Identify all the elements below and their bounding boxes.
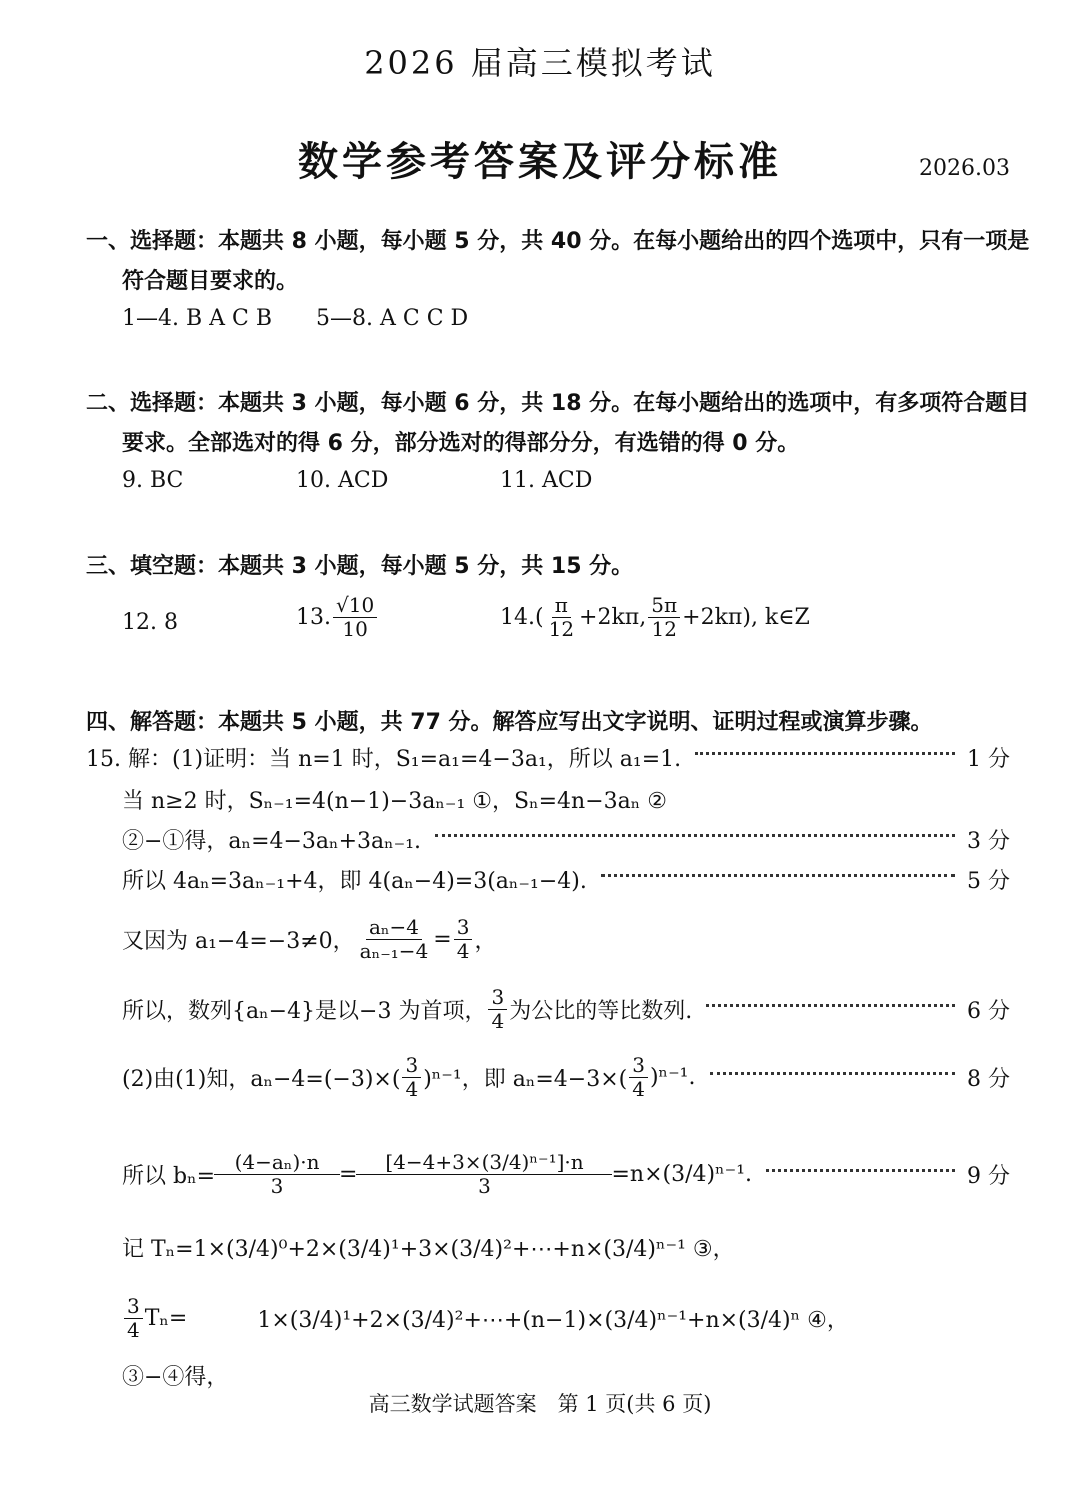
q13-denominator: 10	[342, 617, 368, 641]
q15-line6-post: 为公比的等比数列.	[509, 998, 693, 1024]
q14-a-numerator: π	[552, 594, 571, 618]
q14-fraction-a	[546, 594, 577, 641]
q14-middle: +2kπ,	[579, 605, 647, 630]
q15-line6-pre: 所以，数列{aₙ−4}是以−3 为首项，	[122, 998, 487, 1024]
q15-line5-denominator: aₙ₋₁−4	[359, 938, 429, 963]
q15-line8-fraction-2-numerator: [4−4+3×(3/4)ⁿ⁻¹]·n	[356, 1151, 612, 1175]
q15-line9	[122, 1230, 1010, 1264]
q14-b-denominator: 12	[651, 617, 677, 641]
q15-line4	[122, 862, 1010, 896]
q15-line8-fraction-1-denominator: 3	[270, 1173, 284, 1198]
q15-line5-pre: 又因为 a₁−4=−3≠0，	[122, 928, 355, 954]
q15-line7-part-c: )ⁿ⁻¹.	[649, 1064, 696, 1090]
q13-numerator: √10	[333, 594, 377, 618]
section3-answer-14: 14. ( $\frac{\pi}{12}$ +2kπ, $\frac{5\pi}{12}$ +2kπ), k∈Z	[500, 593, 810, 641]
q14-b-numerator: 5π	[648, 594, 680, 618]
q15-line5-ratio	[454, 916, 473, 963]
q15-line7-denominator-1: 4	[405, 1076, 419, 1101]
leader-dots	[601, 874, 955, 877]
q15-line8	[122, 1144, 1010, 1204]
q15-line8-fraction-1	[217, 1151, 337, 1198]
q15-line1	[86, 740, 1010, 774]
q15-line8-body	[122, 1151, 752, 1198]
q15-line5-post: ，	[474, 928, 497, 954]
q15-line5-body	[122, 916, 496, 963]
q15-line7-body	[122, 1054, 696, 1101]
q15-line11-text: ③−④得，	[122, 1364, 229, 1390]
q15-line5-numerator: aₙ−4	[366, 916, 422, 940]
q14-fraction-b	[648, 594, 680, 641]
score-6: 6 分	[967, 998, 1010, 1024]
q14-a-denominator: 12	[548, 617, 575, 641]
q15-line10-pre: Tₙ=	[144, 1305, 188, 1331]
score-1: 1 分	[967, 746, 1010, 772]
q15-line5-equals: =	[433, 926, 452, 952]
leader-dots	[706, 1004, 955, 1007]
q15-line4-text: 所以 4aₙ=3aₙ₋₁+4，即 4(aₙ−4)=3(aₙ₋₁−4).	[122, 868, 587, 894]
q15-line10-body	[122, 1295, 849, 1342]
q15-line5-fraction	[357, 916, 432, 963]
leader-dots	[695, 752, 955, 755]
document-title: 数学参考答案及评分标准	[298, 139, 782, 185]
q15-line2-text: 当 n≥2 时，Sₙ₋₁=4(n−1)−3aₙ₋₁ ①，Sₙ=4n−3aₙ ②	[122, 788, 667, 814]
q15-line8-fraction-2	[359, 1151, 609, 1198]
q15-line8-pre: 所以 bₙ=	[122, 1163, 216, 1189]
q15-line7-fraction-1	[402, 1054, 421, 1101]
q15-line11	[122, 1358, 1010, 1392]
q15-line5-ratio-numerator: 3	[454, 916, 473, 940]
q15-line10-text: 1×(3/4)¹+2×(3/4)²+⋯+(n−1)×(3/4)ⁿ⁻¹+n×(3/4)ⁿ ④，	[257, 1307, 849, 1333]
document-date: 2026.03	[919, 156, 1010, 181]
score-9: 9 分	[967, 1163, 1010, 1189]
q15-line7-numerator-1: 3	[402, 1054, 421, 1078]
q15-line7-fraction-2	[629, 1054, 648, 1101]
q14-end: +2kπ), k∈Z	[682, 605, 810, 630]
q14-label: 14.	[500, 605, 535, 630]
section2-heading-line2: 要求。全部选对的得 6 分，部分选对的得部分分，有选错的得 0 分。	[122, 431, 800, 456]
q13-label: 13.	[296, 605, 331, 630]
score-3: 3 分	[967, 828, 1010, 854]
section1-heading-line1: 一、选择题：本题共 8 小题，每小题 5 分，共 40 分。在每小题给出的四个选项中，只有一项是	[86, 229, 1030, 254]
q15-line7-numerator-2: 3	[629, 1054, 648, 1078]
section2-answer-9: 9. BC	[122, 468, 184, 493]
q15-line3-text: ②−①得，aₙ=4−3aₙ+3aₙ₋₁.	[122, 828, 422, 854]
q15-line8-fraction-2-denominator: 3	[478, 1173, 491, 1198]
leader-dots	[766, 1169, 955, 1172]
q15-line2	[122, 782, 1010, 816]
q15-line6	[122, 984, 1010, 1034]
q15-line8-post: =n×(3/4)ⁿ⁻¹.	[611, 1161, 753, 1187]
q15-line6-denominator: 4	[491, 1008, 505, 1033]
section3-answer-12: 12. 8	[122, 610, 178, 635]
q15-line8-equals: =	[339, 1161, 358, 1187]
page-footer: 高三数学试题答案 第 1 页(共 6 页)	[368, 1392, 712, 1416]
q15-line6-numerator: 3	[488, 986, 507, 1010]
q15-line10-denominator: 4	[127, 1317, 140, 1342]
q13-fraction	[333, 594, 377, 641]
score-8: 8 分	[967, 1066, 1010, 1092]
section1-heading-line2: 符合题目要求的。	[122, 269, 299, 294]
q15-line7-part-b: )ⁿ⁻¹，即 aₙ=4−3×(	[423, 1066, 628, 1092]
q15-line5-ratio-denominator: 4	[456, 938, 470, 963]
q15-line10-fraction	[124, 1295, 143, 1342]
q15-line3	[122, 822, 1010, 856]
q15-line10	[122, 1290, 1010, 1346]
leader-dots	[710, 1072, 956, 1075]
q15-line6-body	[122, 986, 692, 1033]
section2-answer-10: 10. ACD	[296, 468, 389, 493]
section2-answer-11: 11. ACD	[500, 468, 593, 493]
section2-heading-line1: 二、选择题：本题共 3 小题，每小题 6 分，共 18 分。在每小题给出的选项中，有多项符合题目	[86, 391, 1030, 416]
section4-heading: 四、解答题：本题共 5 小题，共 77 分。解答应写出文字说明、证明过程或演算步骤。	[86, 710, 933, 735]
leader-dots	[435, 834, 955, 837]
q15-line1-text: 15. 解：(1)证明：当 n=1 时，S₁=a₁=4−3a₁，所以 a₁=1.	[86, 746, 682, 772]
section1-answer-1-4: 1—4. B A C B	[122, 306, 273, 331]
q15-line7-denominator-2: 4	[632, 1076, 645, 1101]
exam-title: 2026 届高三模拟考试	[364, 44, 716, 82]
q15-line5	[122, 914, 1010, 964]
q15-line6-fraction	[488, 986, 507, 1033]
q15-line7-part-a: (2)由(1)知，aₙ−4=(−3)×(	[122, 1066, 401, 1092]
section3-heading: 三、填空题：本题共 3 小题，每小题 5 分，共 15 分。	[86, 554, 634, 579]
q15-line8-fraction-1-numerator: (4−aₙ)·n	[214, 1151, 340, 1175]
section3-answer-13	[296, 594, 379, 641]
q15-line10-numerator: 3	[124, 1295, 143, 1319]
q15-line7	[122, 1052, 1010, 1102]
score-5: 5 分	[967, 868, 1010, 894]
section1-answer-5-8: 5—8. A C C D	[316, 306, 469, 331]
q15-line9-text: 记 Tₙ=1×(3/4)⁰+2×(3/4)¹+3×(3/4)²+⋯+n×(3/4)ⁿ⁻¹ ③，	[122, 1236, 735, 1262]
